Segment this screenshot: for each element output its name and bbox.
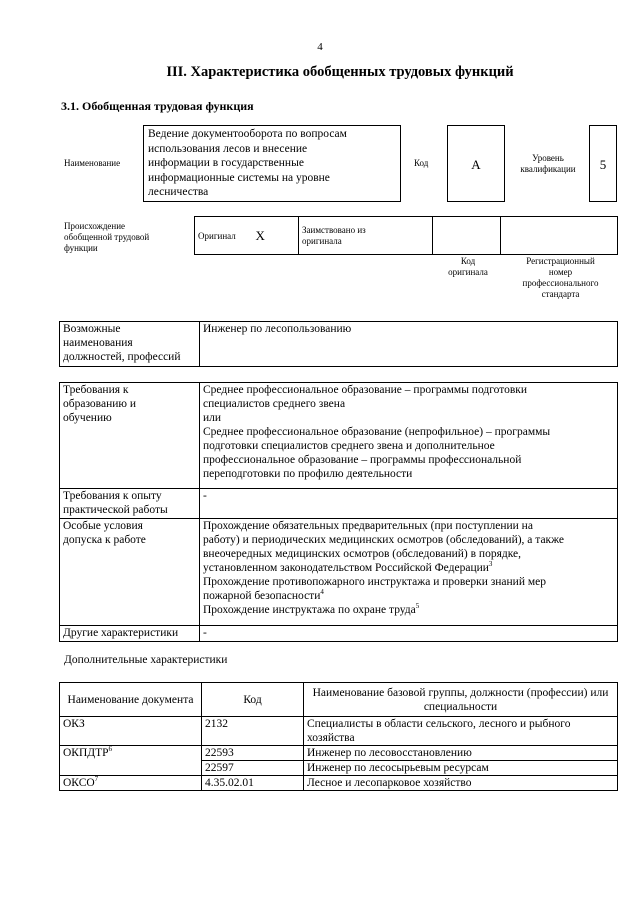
req-label-line: допуска к работе — [63, 534, 146, 546]
req-value-line: Прохождение противопожарного инструктажа и проверки знаний мер — [203, 576, 546, 588]
req-label-line: Особые условия — [63, 520, 143, 532]
req-value-line: внеочередных медицинских осмотров (обследований) в порядке, — [203, 548, 522, 560]
positions-label-line: должностей, профессий — [63, 351, 181, 363]
origin-borrowed — [299, 217, 433, 255]
req-other-value — [200, 626, 618, 642]
add-name-line: хозяйства — [307, 732, 355, 744]
add-doc-cell — [60, 776, 202, 791]
additional-table — [59, 682, 618, 791]
add-header-name: Наименование базовой группы, должности (профессии) или специальности — [304, 683, 618, 717]
origin-code-caption — [432, 256, 504, 278]
origin-label-line: Происхождение — [64, 221, 126, 231]
origin-label-line: обобщенной трудовой — [64, 232, 150, 242]
req-value-line: Прохождение обязательных предварительных (при поступлении на — [203, 520, 533, 532]
req-value-line: специалистов среднего звена — [203, 398, 346, 410]
add-name-cell: Инженер по лесосырьевым ресурсам — [304, 761, 618, 776]
tf-level-value: 5 — [589, 125, 617, 202]
add-code-cell: 22597 — [202, 761, 304, 776]
section-title: III. Характеристика обобщенных трудовых функций — [166, 64, 514, 80]
caption-line: оригинала — [448, 267, 488, 277]
table-row — [60, 717, 618, 746]
req-label-line: Требования к — [63, 384, 129, 396]
req-value-line: - — [203, 627, 207, 639]
caption-line: стандарта — [541, 289, 580, 299]
req-value-line — [203, 561, 614, 575]
additional-title: Дополнительные характеристики — [64, 654, 228, 666]
add-code-cell: 2132 — [202, 717, 304, 746]
req-special-value — [200, 519, 618, 626]
footnote-ref: 3 — [488, 560, 493, 569]
caption-line: Регистрационный — [526, 256, 595, 266]
table-row — [60, 776, 618, 791]
tf-level-label-line: квалификации — [520, 164, 576, 174]
origin-label — [64, 221, 149, 254]
add-doc-cell — [60, 717, 202, 746]
req-label-line: обучению — [63, 412, 112, 424]
tf-level-label — [512, 153, 584, 175]
req-education-value — [200, 383, 618, 489]
req-experience-label — [60, 489, 200, 519]
req-value-line: Среднее профессиональное образование – программы подготовки — [203, 384, 528, 396]
add-doc: ОКПДТР — [63, 747, 109, 759]
table-row — [60, 746, 618, 761]
add-header-code: Код — [202, 683, 304, 717]
add-name-cell: Инженер по лесовосстановлению — [304, 746, 618, 761]
req-value-line: переподготовки по профилю деятельности — [203, 468, 413, 480]
add-code-cell: 4.35.02.01 — [202, 776, 304, 791]
add-doc-cell — [60, 746, 202, 776]
req-value-line: подготовки специалистов среднего звена и дополнительное — [203, 440, 495, 452]
tf-name-line: информации в государственные — [148, 157, 304, 169]
req-value-line: работу) и периодических медицинских осмотров (обследований), а также — [203, 534, 565, 546]
req-value-line: Среднее профессиональное образование (непрофильное) – программы — [203, 426, 551, 438]
req-value-line — [203, 589, 614, 603]
subsection-title: 3.1. Обобщенная трудовая функция — [61, 99, 254, 113]
origin-reg-caption — [504, 256, 617, 300]
origin-code-cell — [433, 217, 501, 255]
footnote-ref: 5 — [415, 602, 420, 611]
page-number: 4 — [317, 41, 323, 53]
req-experience-value — [200, 489, 618, 519]
positions-table — [59, 321, 618, 367]
req-other-label — [60, 626, 200, 642]
add-name-line: Специалисты в области сельского, лесного и рыбного — [307, 718, 571, 730]
tf-name-box — [143, 125, 401, 202]
req-value-line — [203, 603, 614, 617]
req-value-text: Прохождение инструктажа по охране труда — [203, 604, 416, 616]
tf-code-value: A — [447, 125, 505, 202]
caption-line: Код — [460, 256, 476, 266]
req-value-line: - — [203, 490, 207, 502]
add-code-cell: 22593 — [202, 746, 304, 761]
req-label-line: Другие характеристики — [63, 627, 179, 639]
tf-level-label-line: Уровень — [532, 153, 564, 163]
origin-label-line: функции — [64, 243, 98, 253]
origin-borrowed-line: Заимствовано из — [302, 224, 366, 235]
req-label-line: образованию и — [63, 398, 136, 410]
origin-original-label: Оригинал — [195, 217, 253, 255]
req-value-line: или — [203, 412, 222, 424]
caption-line: номер — [548, 267, 573, 277]
add-doc: ОКСО — [63, 777, 95, 789]
req-value-text: установленном законодательством Российской Федерации — [203, 562, 489, 574]
positions-label-line: Возможные — [63, 323, 121, 335]
footnote-ref: 6 — [108, 745, 113, 754]
caption-line: профессионального — [522, 278, 599, 288]
positions-label — [60, 322, 200, 367]
req-value-line: профессиональное образование – программы профессиональной — [203, 454, 522, 466]
tf-name-line: использования лесов и внесение — [148, 142, 308, 155]
tf-name-label: Наименование — [64, 158, 121, 168]
req-education-label — [60, 383, 200, 489]
footnote-ref: 4 — [320, 588, 324, 597]
tf-code-label: Код — [414, 158, 429, 168]
req-value-text: пожарной безопасности — [203, 590, 321, 602]
origin-borrowed-line: оригинала — [302, 235, 342, 246]
add-header-doc: Наименование документа — [60, 683, 202, 717]
tf-name-line: информационные системы на уровне — [148, 171, 330, 184]
req-special-label — [60, 519, 200, 626]
positions-label-line: наименования — [63, 337, 133, 349]
add-doc: ОКЗ — [63, 718, 85, 730]
tf-name-line: Ведение документооборота по вопросам — [148, 128, 347, 140]
add-name-cell — [304, 717, 618, 746]
origin-table — [194, 216, 618, 255]
tf-name-line: лесничества — [148, 186, 209, 198]
req-label-line: Требования к опыту — [63, 490, 162, 502]
add-name-cell: Лесное и лесопарковое хозяйство — [304, 776, 618, 791]
positions-value: Инженер по лесопользованию — [200, 322, 618, 367]
footnote-ref: 7 — [94, 775, 99, 784]
origin-reg-cell — [501, 217, 618, 255]
requirements-table — [59, 382, 618, 642]
origin-original-mark: X — [253, 217, 299, 255]
req-label-line: практической работы — [63, 504, 168, 516]
